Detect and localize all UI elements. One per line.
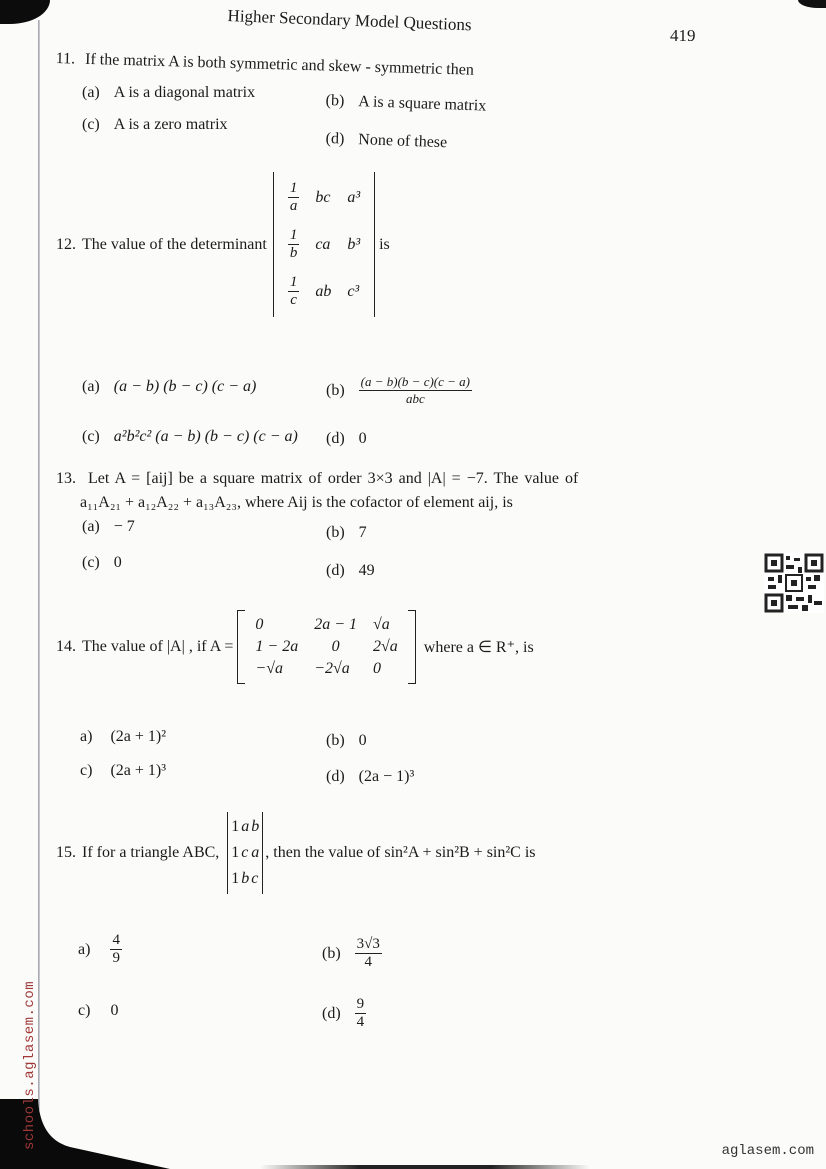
question-number: 13. xyxy=(56,470,76,487)
fraction: $\frac{4}{9}$ xyxy=(112,932,120,966)
question-text-suffix: , then the value of sin²A + sin²B + sin²C is xyxy=(265,844,536,861)
qr-code-icon xyxy=(764,553,824,613)
option-b: (b) A is a square matrix xyxy=(325,92,487,115)
option-d: (d) $\frac{9}{4}$ xyxy=(322,996,365,1030)
question-13-line2 xyxy=(80,494,513,512)
question-15 xyxy=(56,812,536,894)
question-14 xyxy=(56,610,534,684)
fraction: $\frac{(a - b)(b - c)(c - a)}{\text{abc}}$ xyxy=(360,374,470,406)
fraction: $\frac{9}{4}$ xyxy=(356,996,365,1030)
option-a: (a) A is a diagonal matrix xyxy=(82,84,256,101)
option-c: (c) 0 xyxy=(82,554,122,571)
question-12 xyxy=(56,172,390,317)
option-b: (b) 7 xyxy=(326,524,367,541)
option-b: (b) $\frac{(a - b)(b - c)(c - a)}{\text{abc}}$ xyxy=(326,374,470,406)
matrix: 0 2a − 1 √a 1 − 2a 0 2√a −√a −2√a 0 xyxy=(237,610,415,684)
option-d: (d) None of these xyxy=(325,130,448,152)
qr-code xyxy=(764,553,824,613)
question-text: where Aij is the cofactor of element aij, is xyxy=(244,494,513,511)
question-text: The value of |A| , if A = xyxy=(82,638,234,655)
determinant: $\frac{1}{a}$ bc a³ $\frac{1}{b}$ ca b³ $\frac{1}{c}$ ab c³ xyxy=(273,172,375,317)
option-c: c) 0 xyxy=(78,1002,119,1019)
question-text-suffix: is xyxy=(379,235,390,253)
question-text: If the matrix A is both symmetric and skew - symmetric then xyxy=(84,50,475,79)
option-a: (a) (a − b) (b − c) (c − a) xyxy=(82,378,257,395)
page-number: 419 xyxy=(670,26,696,45)
option-c: (c) a²b²c² (a − b) (b − c) (c − a) xyxy=(82,428,298,445)
question-number: 11. xyxy=(55,50,76,68)
question-text: The value of the determinant xyxy=(82,235,267,253)
question-text-suffix: where a ∈ R⁺, is xyxy=(423,639,534,656)
watermark-side: schools.aglasem.com xyxy=(22,980,38,1150)
option-d: (d) 49 xyxy=(326,562,375,579)
option-c: (c) A is a zero matrix xyxy=(82,116,228,133)
fraction: $\frac{3√3}{4}$ xyxy=(356,936,380,970)
option-b: (b) 0 xyxy=(326,732,367,749)
determinant: 1 a b 1 c a 1 b c xyxy=(227,812,263,894)
cofactor-expression: a₁₁A₂₁ + a₁₂A₂₂ + a₁₃A₂₃, xyxy=(80,494,241,511)
option-a: (a) − 7 xyxy=(82,518,135,535)
question-text: If for a triangle ABC, xyxy=(82,844,220,861)
question-text: Let A = [aij] be a square matrix of order 3×3 and |A| = −7. The value of xyxy=(88,470,579,487)
watermark-bottom: aglasem.com xyxy=(721,1143,814,1159)
option-a: a) $\frac{4}{9}$ xyxy=(78,932,120,966)
option-b: (b) $\frac{3√3}{4}$ xyxy=(322,936,380,970)
option-d: (d) (2a − 1)³ xyxy=(326,768,415,785)
option-c: c) (2a + 1)³ xyxy=(80,762,167,779)
page-header-title: Higher Secondary Model Questions xyxy=(227,6,472,35)
option-a: a) (2a + 1)² xyxy=(80,728,167,745)
question-number: 14. xyxy=(56,638,76,655)
question-number: 12. xyxy=(56,235,76,253)
question-13 xyxy=(56,470,706,488)
question-11 xyxy=(55,50,474,80)
option-d: (d) 0 xyxy=(326,430,367,447)
question-number: 15. xyxy=(56,844,76,861)
